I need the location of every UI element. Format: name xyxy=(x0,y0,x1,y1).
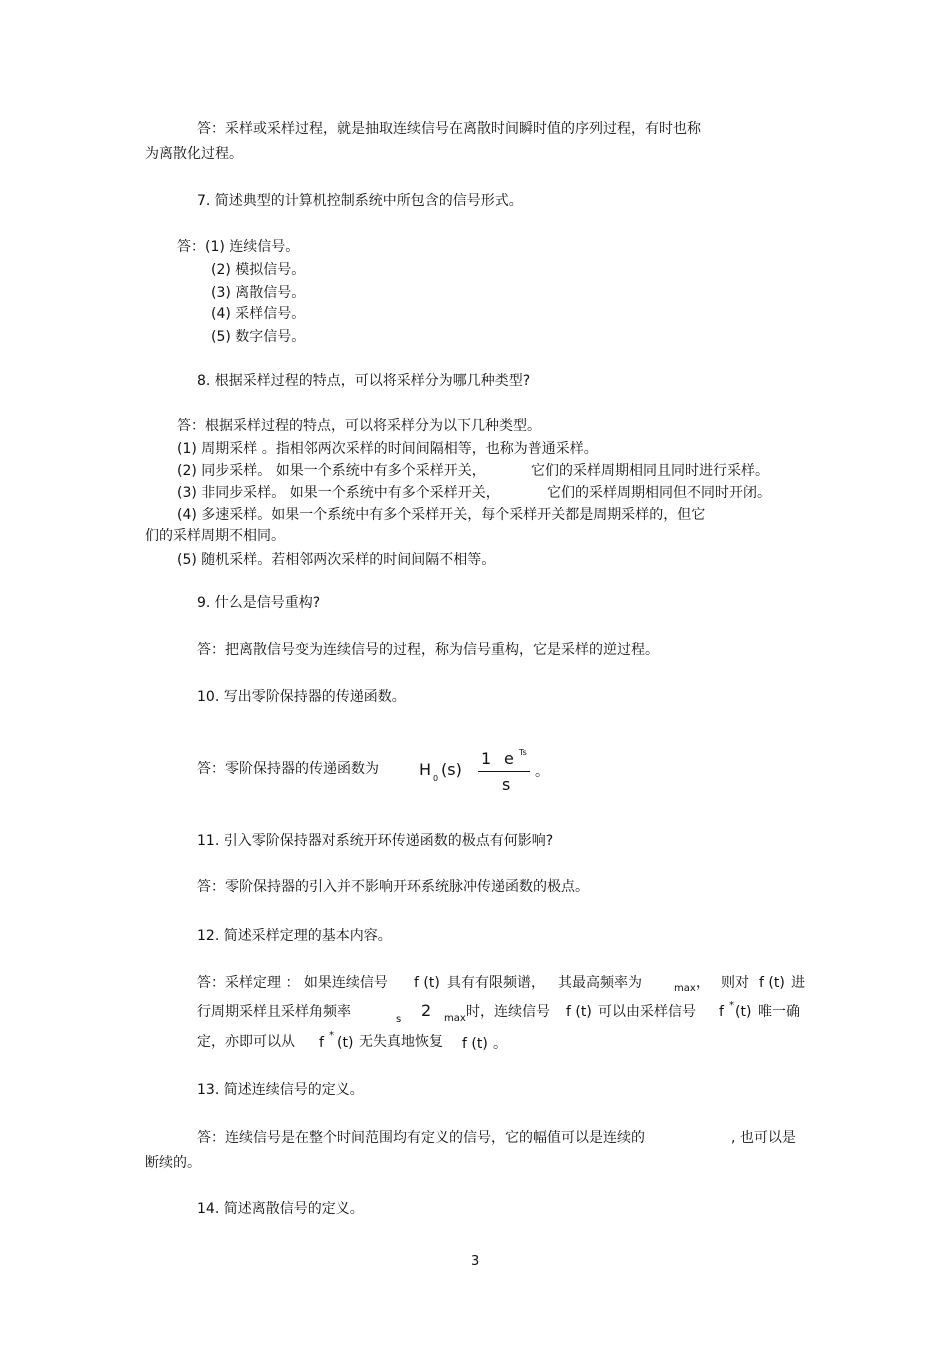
answer-8-item3b: 它们的采样周期相同但不同时开闭。 xyxy=(547,485,771,501)
a12-l1-maxfreq: 其最高频率为 xyxy=(558,975,642,991)
answer-7-item3: (3) 离散信号。 xyxy=(211,285,306,301)
a12-l2-intro: 行周期采样且采样角频率 xyxy=(197,1004,351,1020)
formula-numerator-exponent: Ts xyxy=(519,748,527,757)
answer-7-item4: (4) 采样信号。 xyxy=(211,306,306,322)
a12-l3-period: 。 xyxy=(493,1036,507,1052)
formula-numerator-one: 1 xyxy=(481,749,492,768)
answer-8-item5: (5) 随机采样。若相邻两次采样的时间间隔不相等。 xyxy=(177,552,496,568)
a12-l1-finite: 具有有限频谱， xyxy=(447,975,545,991)
answer-8-item4: (4) 多速采样。如果一个系统中有多个采样开关，每个采样开关都是周期采样的，但它 xyxy=(177,507,706,523)
answer-7-item1: 答：(1) 连续信号。 xyxy=(177,239,300,255)
answer-9: 答：把离散信号变为连续信号的过程，称为信号重构，它是采样的逆过程。 xyxy=(197,642,659,658)
question-11: 11. 引入零阶保持器对系统开环传递函数的极点有何影响? xyxy=(197,833,554,849)
answer-7-item5: (5) 数字信号。 xyxy=(211,329,306,345)
answer-8-item3a: (3) 非同步采样。 如果一个系统中有多个采样开关， xyxy=(177,485,500,501)
answer-13-line1b: , 也可以是 xyxy=(731,1130,796,1146)
a12-l1-jin: 进 xyxy=(791,975,805,991)
a12-l1-ft2: f (t) xyxy=(759,975,785,991)
formula-fraction-bar xyxy=(478,771,530,772)
formula-h: H xyxy=(419,760,432,779)
a12-l1-then: 则对 xyxy=(721,975,749,991)
question-9: 9. 什么是信号重构? xyxy=(197,595,321,611)
formula-h-argument: (s) xyxy=(441,760,462,779)
a12-l1-max: max xyxy=(674,983,696,994)
a12-l2-when: 时，连续信号 xyxy=(466,1004,550,1020)
answer-10: 答：零阶保持器的传递函数为 xyxy=(197,761,379,777)
a12-l2-max: max xyxy=(444,1013,466,1024)
a12-l2-s: s xyxy=(396,1014,402,1025)
question-8: 8. 根据采样过程的特点，可以将采样分为哪几种类型? xyxy=(197,373,531,389)
a12-l2-sampled: 可以由采样信号 xyxy=(598,1004,696,1020)
answer-13-line1a: 答：连续信号是在整个时间范围均有定义的信号，它的幅值可以是连续的 xyxy=(197,1130,645,1146)
answer-8-item4-cont: 们的采样周期不相同。 xyxy=(145,528,285,544)
page-number: 3 xyxy=(471,1254,480,1269)
a12-l1-ft: f (t) xyxy=(414,975,440,991)
a12-l3-f: f xyxy=(319,1035,324,1051)
a12-l2-f: f xyxy=(719,1004,724,1020)
answer-8-item2b: 它们的采样周期相同且同时进行采样。 xyxy=(531,463,769,479)
answer-13-line2: 断续的。 xyxy=(145,1155,201,1171)
a12-l3-ft: f (t) xyxy=(462,1036,488,1052)
a12-l2-ft: f (t) xyxy=(566,1004,592,1020)
a12-l2-unique: 唯一确 xyxy=(758,1004,800,1020)
formula-h-subscript: 0 xyxy=(433,774,439,783)
answer-sampling-line1: 答：采样或采样过程，就是抽取连续信号在离散时间瞬时值的序列过程，有时也称 xyxy=(197,121,701,137)
question-7: 7. 简述典型的计算机控制系统中所包含的信号形式。 xyxy=(197,193,523,209)
a12-l3-recover: 无失真地恢复 xyxy=(359,1034,443,1050)
formula-denominator: s xyxy=(502,775,511,794)
a12-l3-intro: 定，亦即可以从 xyxy=(197,1034,295,1050)
formula-period: 。 xyxy=(535,764,549,780)
question-14: 14. 简述离散信号的定义。 xyxy=(197,1201,364,1217)
a12-l2-t: (t) xyxy=(735,1004,752,1020)
answer-8-intro: 答：根据采样过程的特点，可以将采样分为以下几种类型。 xyxy=(177,418,541,434)
a12-l3-star: * xyxy=(329,1030,334,1041)
answer-11: 答：零阶保持器的引入并不影响开环系统脉冲传递函数的极点。 xyxy=(197,879,589,895)
question-12: 12. 简述采样定理的基本内容。 xyxy=(197,928,392,944)
answer-7-item2: (2) 模拟信号。 xyxy=(211,262,306,278)
question-10: 10. 写出零阶保持器的传递函数。 xyxy=(197,689,406,705)
answer-8-item1: (1) 周期采样 。指相邻两次采样的时间间隔相等，也称为普通采样。 xyxy=(177,441,598,457)
formula-numerator-e: e xyxy=(504,749,514,768)
question-13: 13. 简述连续信号的定义。 xyxy=(197,1082,364,1098)
a12-l2-star: * xyxy=(729,1000,734,1011)
answer-8-item2a: (2) 同步采样。 如果一个系统中有多个采样开关， xyxy=(177,463,486,479)
a12-l1-intro: 答：采样定理 ： 如果连续信号 xyxy=(197,975,388,991)
a12-l3-t: (t) xyxy=(337,1035,354,1051)
a12-l2-two: 2 xyxy=(421,1001,432,1020)
answer-sampling-line2: 为离散化过程。 xyxy=(145,146,243,162)
a12-l1-comma: ， xyxy=(696,975,710,991)
